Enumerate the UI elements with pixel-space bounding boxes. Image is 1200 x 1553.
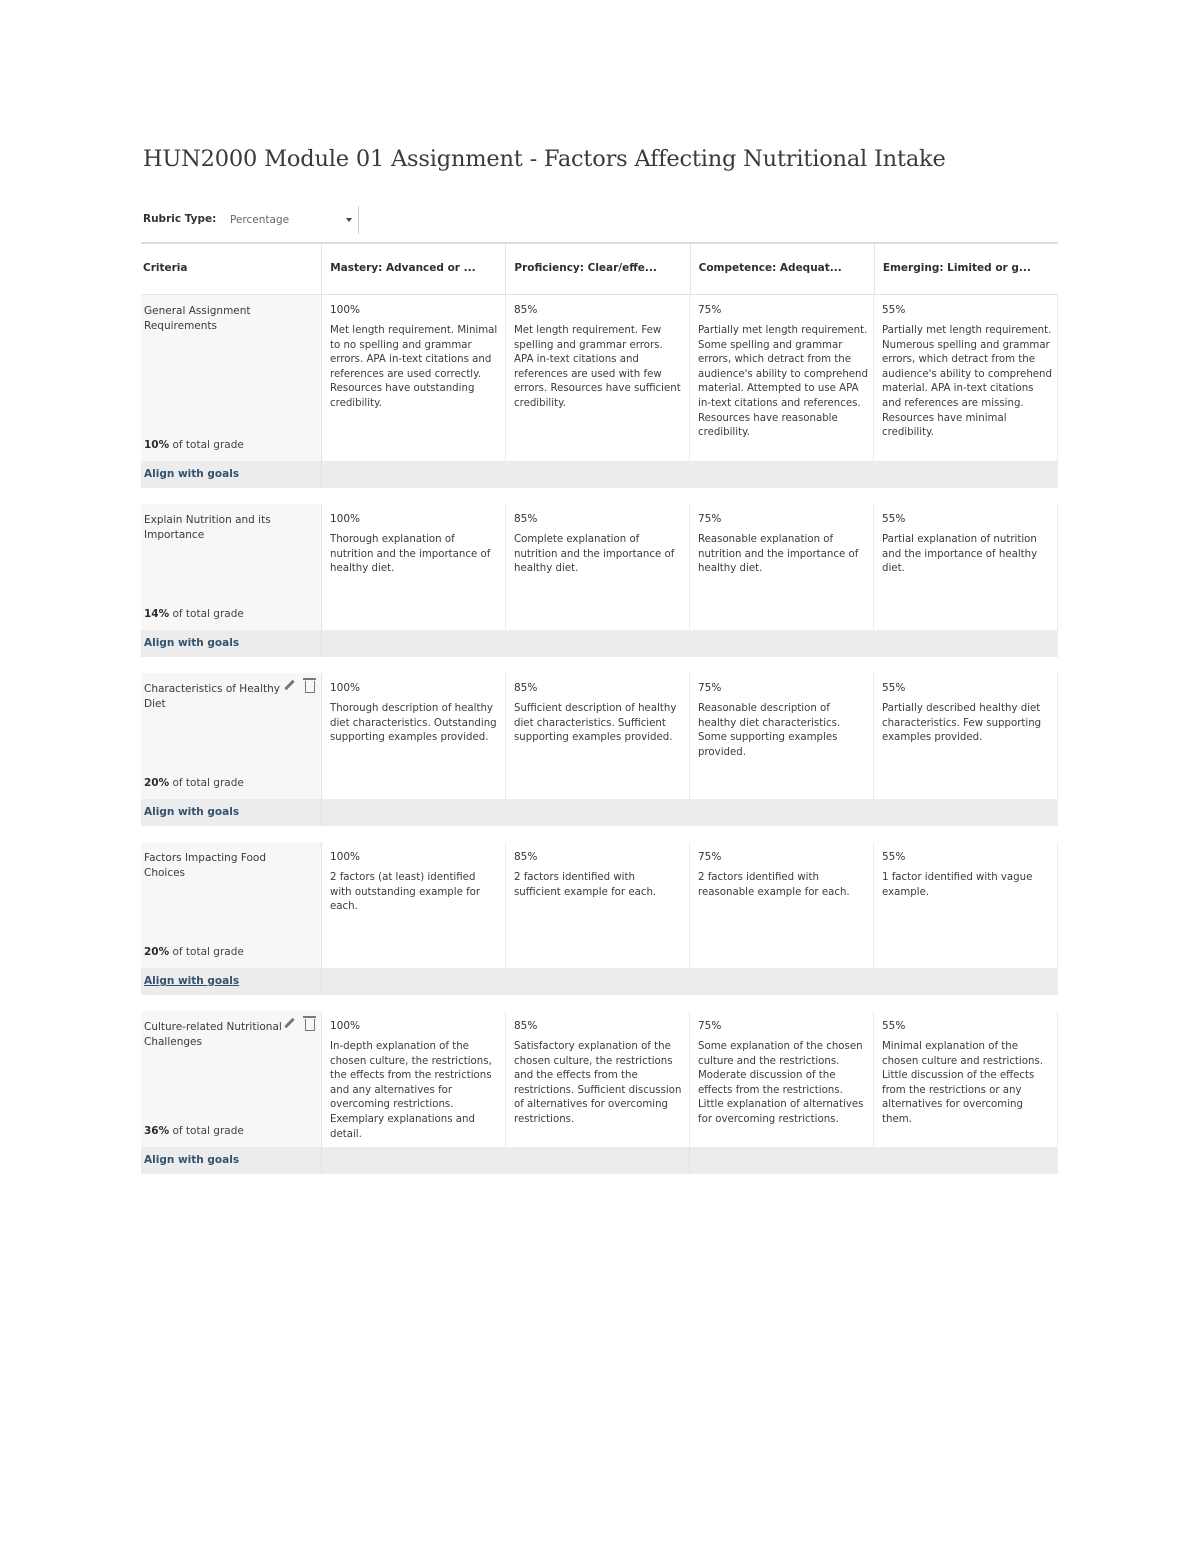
level-description: Satisfactory explanation of the chosen culture, the restrictions and the effects from the restrictions. Sufficient discussion of alternatives for overcoming restrictions. xyxy=(514,1041,682,1125)
chevron-down-icon xyxy=(346,218,352,222)
level-cell[interactable] xyxy=(874,295,1058,461)
align-goals-cell xyxy=(141,799,322,826)
criterion-weight xyxy=(144,608,244,620)
align-goals-spacer xyxy=(322,1147,690,1174)
level-description: Met length requirement. Minimal to no spelling and grammar errors. APA in-text citations and references are used correctly. Resources have outstanding credibility. xyxy=(330,325,498,409)
align-goals-spacer xyxy=(322,630,1058,657)
level-score: 85% xyxy=(514,513,538,525)
level-cell[interactable] xyxy=(506,673,690,799)
criterion-cell xyxy=(141,1011,322,1147)
align-goals-row xyxy=(141,799,1058,826)
level-score: 55% xyxy=(882,304,906,316)
rubric-type-select[interactable] xyxy=(230,206,359,234)
criterion-weight xyxy=(144,777,244,789)
level-cell[interactable] xyxy=(874,504,1058,630)
header-level-label: Emerging: Limited or g... xyxy=(882,262,1031,274)
header-level-competence xyxy=(691,244,875,294)
level-score: 55% xyxy=(882,513,906,525)
criterion-cell xyxy=(141,842,322,968)
criterion-row xyxy=(141,673,1058,799)
level-score: 85% xyxy=(514,851,538,863)
criterion-weight-value: 14% xyxy=(144,608,170,620)
level-cell[interactable] xyxy=(506,842,690,968)
criterion-cell xyxy=(141,295,322,461)
criterion-name: General Assignment Requirements xyxy=(144,305,251,332)
criterion-row xyxy=(141,295,1058,461)
level-score: 55% xyxy=(882,682,906,694)
criterion-weight-suffix: of total grade xyxy=(169,777,244,789)
level-cell[interactable] xyxy=(690,295,874,461)
align-goals-cell xyxy=(141,630,322,657)
criterion-weight-value: 20% xyxy=(144,777,170,789)
header-level-label: Proficiency: Clear/effe... xyxy=(514,262,657,274)
align-with-goals-link[interactable]: Align with goals xyxy=(144,468,240,480)
criterion-weight-value: 36% xyxy=(144,1125,170,1137)
criterion-weight-value: 20% xyxy=(144,946,170,958)
level-cell[interactable] xyxy=(322,673,506,799)
level-cell[interactable] xyxy=(690,842,874,968)
align-goals-spacer xyxy=(322,968,1058,995)
level-description: Partially met length requirement. Some spelling and grammar errors, which detract from the audience's ability to comprehend material. Attempted to use APA in-text citations and references. Resources have reasonable credibility. xyxy=(698,325,868,439)
align-goals-cell xyxy=(141,461,322,488)
align-goals-spacer xyxy=(322,461,1058,488)
header-level-mastery xyxy=(322,244,506,294)
level-score: 75% xyxy=(698,682,722,694)
level-cell[interactable] xyxy=(874,1011,1058,1147)
rubric-type-value: Percentage xyxy=(230,214,290,226)
criterion-cell xyxy=(141,504,322,630)
criterion-weight xyxy=(144,439,244,451)
align-goals-row xyxy=(141,1147,1058,1174)
rubric-header-row xyxy=(141,244,1058,295)
level-score: 85% xyxy=(514,1020,538,1032)
pencil-icon[interactable] xyxy=(283,1017,297,1031)
level-score: 75% xyxy=(698,1020,722,1032)
level-description: Some explanation of the chosen culture and the restrictions. Moderate discussion of the effects from the restrictions. Little explanation of alternatives for overcoming restrictions. xyxy=(698,1041,864,1125)
section-gap xyxy=(141,488,1058,504)
align-goals-spacer xyxy=(690,1147,1058,1174)
rubric-table xyxy=(141,242,1058,1174)
align-with-goals-link[interactable]: Align with goals xyxy=(144,806,240,818)
level-cell[interactable] xyxy=(506,504,690,630)
rubric-type-label: Rubric Type: xyxy=(143,213,217,225)
level-description: Complete explanation of nutrition and the importance of healthy diet. xyxy=(514,534,675,575)
page-title: HUN2000 Module 01 Assignment - Factors Affecting Nutritional Intake xyxy=(143,146,946,172)
trash-icon[interactable] xyxy=(305,681,315,693)
criterion-tools xyxy=(283,1017,315,1031)
criterion-weight-suffix: of total grade xyxy=(169,439,244,451)
level-score: 85% xyxy=(514,304,538,316)
level-description: 1 factor identified with vague example. xyxy=(882,872,1033,898)
level-cell[interactable] xyxy=(322,1011,506,1147)
level-score: 85% xyxy=(514,682,538,694)
criterion-name: Characteristics of Healthy Diet xyxy=(144,683,280,710)
criterion-weight xyxy=(144,1125,244,1137)
level-score: 75% xyxy=(698,304,722,316)
level-description: Thorough description of healthy diet characteristics. Outstanding supporting examples provided. xyxy=(330,703,497,744)
pencil-icon[interactable] xyxy=(283,679,297,693)
align-goals-row xyxy=(141,630,1058,657)
level-cell[interactable] xyxy=(322,842,506,968)
level-description: In-depth explanation of the chosen culture, the restrictions, the effects from the restrictions and any alternatives for overcoming restrictions. Exemplary explanations and detail. xyxy=(330,1041,492,1140)
level-description: Partial explanation of nutrition and the importance of healthy diet. xyxy=(882,534,1038,575)
section-gap xyxy=(141,826,1058,842)
header-criteria xyxy=(141,244,322,294)
criterion-name: Culture-related Nutritional Challenges xyxy=(144,1021,282,1048)
level-description: 2 factors identified with sufficient example for each. xyxy=(514,872,657,898)
level-cell[interactable] xyxy=(322,295,506,461)
align-with-goals-link[interactable]: Align with goals xyxy=(144,1154,240,1166)
align-goals-cell xyxy=(141,968,322,995)
header-level-emerging xyxy=(875,244,1058,294)
criterion-tools xyxy=(283,679,315,693)
criterion-weight-suffix: of total grade xyxy=(169,946,244,958)
level-score: 55% xyxy=(882,851,906,863)
criterion-weight-value: 10% xyxy=(144,439,170,451)
criterion-row xyxy=(141,1011,1058,1147)
level-cell[interactable] xyxy=(506,295,690,461)
level-score: 75% xyxy=(698,851,722,863)
criterion-weight-suffix: of total grade xyxy=(169,608,244,620)
header-criteria-label: Criteria xyxy=(143,262,188,274)
level-description: Partially met length requirement. Numerous spelling and grammar errors, which detract from the audience's ability to comprehend material. APA in-text citations and references are missing. Resources have minimal credibility. xyxy=(882,325,1052,439)
criterion-row xyxy=(141,842,1058,968)
criterion-cell xyxy=(141,673,322,799)
align-goals-row xyxy=(141,461,1058,488)
level-description: Sufficient description of healthy diet characteristics. Sufficient supporting examples provided. xyxy=(514,703,677,744)
criterion-row xyxy=(141,504,1058,630)
level-description: 2 factors identified with reasonable example for each. xyxy=(698,872,850,898)
header-level-proficiency xyxy=(506,244,690,294)
criterion-name: Explain Nutrition and its Importance xyxy=(144,514,271,541)
level-description: Reasonable explanation of nutrition and the importance of healthy diet. xyxy=(698,534,859,575)
level-description: Minimal explanation of the chosen culture and restrictions. Little discussion of the effects from the restrictions or any alternatives for overcoming them. xyxy=(882,1041,1043,1125)
section-gap xyxy=(141,657,1058,673)
trash-icon[interactable] xyxy=(305,1019,315,1031)
align-goals-cell xyxy=(141,1147,322,1174)
align-with-goals-link[interactable]: Align with goals xyxy=(144,975,240,987)
level-cell[interactable] xyxy=(690,673,874,799)
level-score: 100% xyxy=(330,513,361,525)
section-gap xyxy=(141,995,1058,1011)
level-cell[interactable] xyxy=(874,673,1058,799)
align-goals-spacer xyxy=(322,799,1058,826)
level-cell[interactable] xyxy=(322,504,506,630)
align-with-goals-link[interactable]: Align with goals xyxy=(144,637,240,649)
level-score: 75% xyxy=(698,513,722,525)
criterion-weight xyxy=(144,946,244,958)
header-level-label: Mastery: Advanced or ... xyxy=(330,262,476,274)
level-description: Partially described healthy diet characteristics. Few supporting examples provided. xyxy=(882,703,1042,744)
criterion-weight-suffix: of total grade xyxy=(169,1125,244,1137)
level-cell[interactable] xyxy=(874,842,1058,968)
level-score: 55% xyxy=(882,1020,906,1032)
header-level-label: Competence: Adequat... xyxy=(698,262,842,274)
level-score: 100% xyxy=(330,1020,361,1032)
level-cell[interactable] xyxy=(506,1011,690,1147)
level-description: Reasonable description of healthy diet characteristics. Some supporting examples provided. xyxy=(698,703,841,758)
level-score: 100% xyxy=(330,304,361,316)
rubric-type-row xyxy=(143,204,363,236)
align-goals-row xyxy=(141,968,1058,995)
level-description: 2 factors (at least) identified with outstanding example for each. xyxy=(330,872,481,913)
criterion-name: Factors Impacting Food Choices xyxy=(144,852,267,879)
level-description: Met length requirement. Few spelling and grammar errors. APA in-text citations and references are used with few errors. Resources have sufficient credibility. xyxy=(514,325,681,409)
level-score: 100% xyxy=(330,682,361,694)
level-cell[interactable] xyxy=(690,1011,874,1147)
level-score: 100% xyxy=(330,851,361,863)
level-description: Thorough explanation of nutrition and the importance of healthy diet. xyxy=(330,534,491,575)
level-cell[interactable] xyxy=(690,504,874,630)
